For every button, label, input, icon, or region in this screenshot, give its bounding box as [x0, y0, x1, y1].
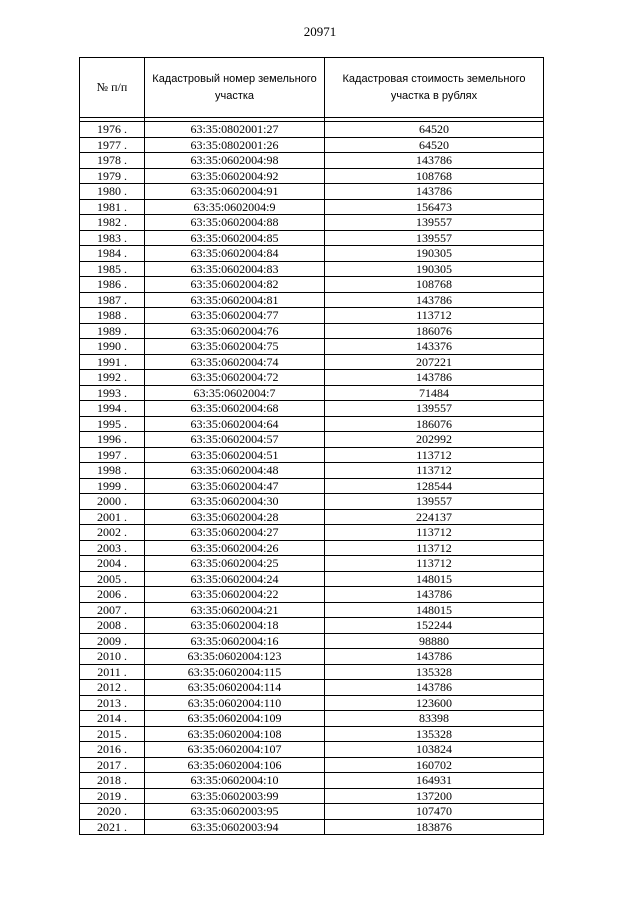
row-cadastral-value: 139557: [325, 215, 544, 231]
row-number: 2001 .: [80, 509, 145, 525]
header-number: № п/п: [80, 58, 145, 118]
table-row: [80, 773, 544, 789]
row-cadastral-number: 63:35:0602004:110: [145, 695, 325, 711]
row-cadastral-value: 202992: [325, 432, 544, 448]
row-cadastral-value: 135328: [325, 664, 544, 680]
table-row: [80, 587, 544, 603]
row-number: 2011 .: [80, 664, 145, 680]
row-number: 2016 .: [80, 742, 145, 758]
table-row: [80, 277, 544, 293]
table-row: [80, 804, 544, 820]
row-cadastral-number: 63:35:0602003:94: [145, 819, 325, 835]
row-number: 1976 .: [80, 122, 145, 138]
row-cadastral-number: 63:35:0602004:83: [145, 261, 325, 277]
row-cadastral-number: 63:35:0602004:92: [145, 168, 325, 184]
row-cadastral-number: 63:35:0602004:109: [145, 711, 325, 727]
table-row: [80, 416, 544, 432]
row-number: 2007 .: [80, 602, 145, 618]
row-cadastral-number: 63:35:0602004:48: [145, 463, 325, 479]
row-number: 1991 .: [80, 354, 145, 370]
table-row: [80, 168, 544, 184]
row-cadastral-number: 63:35:0602004:28: [145, 509, 325, 525]
table-row: [80, 323, 544, 339]
row-cadastral-number: 63:35:0602004:9: [145, 199, 325, 215]
row-cadastral-value: 186076: [325, 323, 544, 339]
row-cadastral-value: 64520: [325, 137, 544, 153]
row-cadastral-number: 63:35:0602004:77: [145, 308, 325, 324]
row-cadastral-value: 113712: [325, 447, 544, 463]
table-row: [80, 432, 544, 448]
row-cadastral-number: 63:35:0602004:123: [145, 649, 325, 665]
table-row: [80, 339, 544, 355]
table-row: [80, 680, 544, 696]
row-number: 2002 .: [80, 525, 145, 541]
row-cadastral-number: 63:35:0602004:16: [145, 633, 325, 649]
row-number: 1990 .: [80, 339, 145, 355]
row-cadastral-number: 63:35:0602003:99: [145, 788, 325, 804]
row-number: 2015 .: [80, 726, 145, 742]
table-row: [80, 664, 544, 680]
row-number: 1978 .: [80, 153, 145, 169]
row-cadastral-value: 190305: [325, 261, 544, 277]
row-cadastral-value: 64520: [325, 122, 544, 138]
table-row: [80, 292, 544, 308]
page-number: 20971: [303, 24, 337, 39]
row-cadastral-number: 63:35:0602004:106: [145, 757, 325, 773]
row-cadastral-value: 148015: [325, 571, 544, 587]
row-cadastral-number: 63:35:0602004:76: [145, 323, 325, 339]
row-cadastral-number: 63:35:0602004:26: [145, 540, 325, 556]
row-cadastral-value: 139557: [325, 230, 544, 246]
table-row: [80, 540, 544, 556]
row-number: 1988 .: [80, 308, 145, 324]
row-cadastral-value: 107470: [325, 804, 544, 820]
table-row: [80, 509, 544, 525]
row-number: 1982 .: [80, 215, 145, 231]
table-row: [80, 649, 544, 665]
row-cadastral-number: 63:35:0602004:7: [145, 385, 325, 401]
row-number: 2009 .: [80, 633, 145, 649]
row-cadastral-number: 63:35:0602004:74: [145, 354, 325, 370]
row-number: 2010 .: [80, 649, 145, 665]
row-cadastral-value: 108768: [325, 277, 544, 293]
row-cadastral-value: 128544: [325, 478, 544, 494]
row-number: 2018 .: [80, 773, 145, 789]
row-number: 1983 .: [80, 230, 145, 246]
table-row: [80, 819, 544, 835]
row-cadastral-value: 160702: [325, 757, 544, 773]
table-row: [80, 230, 544, 246]
row-cadastral-value: 83398: [325, 711, 544, 727]
row-cadastral-value: 108768: [325, 168, 544, 184]
row-cadastral-value: 139557: [325, 401, 544, 417]
row-number: 2019 .: [80, 788, 145, 804]
table-row: [80, 385, 544, 401]
table-row: [80, 184, 544, 200]
row-number: 1995 .: [80, 416, 145, 432]
table-row: [80, 788, 544, 804]
row-number: 2020 .: [80, 804, 145, 820]
row-cadastral-number: 63:35:0602004:91: [145, 184, 325, 200]
table-row: [80, 695, 544, 711]
table-row: [80, 618, 544, 634]
row-cadastral-value: 143786: [325, 370, 544, 386]
row-cadastral-number: 63:35:0602004:75: [145, 339, 325, 355]
row-cadastral-value: 113712: [325, 463, 544, 479]
header-cadastral-number: Кадастровый номер земельного участка: [145, 58, 325, 118]
table-row: [80, 122, 544, 138]
cadastral-table: [79, 57, 544, 835]
row-cadastral-number: 63:35:0602004:64: [145, 416, 325, 432]
row-cadastral-value: 143786: [325, 292, 544, 308]
row-number: 1987 .: [80, 292, 145, 308]
row-cadastral-number: 63:35:0602004:51: [145, 447, 325, 463]
row-number: 2006 .: [80, 587, 145, 603]
row-cadastral-number: 63:35:0802001:27: [145, 122, 325, 138]
row-number: 1994 .: [80, 401, 145, 417]
table-row: [80, 261, 544, 277]
row-number: 2000 .: [80, 494, 145, 510]
table-row: [80, 199, 544, 215]
row-number: 1989 .: [80, 323, 145, 339]
row-number: 1999 .: [80, 478, 145, 494]
row-cadastral-number: 63:35:0602004:72: [145, 370, 325, 386]
row-number: 1986 .: [80, 277, 145, 293]
row-number: 1998 .: [80, 463, 145, 479]
row-cadastral-number: 63:35:0602004:21: [145, 602, 325, 618]
row-cadastral-number: 63:35:0602004:114: [145, 680, 325, 696]
row-cadastral-number: 63:35:0602004:68: [145, 401, 325, 417]
row-cadastral-number: 63:35:0602004:25: [145, 556, 325, 572]
row-number: 2003 .: [80, 540, 145, 556]
row-cadastral-value: 148015: [325, 602, 544, 618]
row-cadastral-value: 224137: [325, 509, 544, 525]
row-cadastral-value: 152244: [325, 618, 544, 634]
row-number: 2012 .: [80, 680, 145, 696]
row-number: 1992 .: [80, 370, 145, 386]
row-cadastral-number: 63:35:0602004:84: [145, 246, 325, 262]
row-cadastral-number: 63:35:0602004:10: [145, 773, 325, 789]
table-row: [80, 494, 544, 510]
row-cadastral-value: 190305: [325, 246, 544, 262]
row-number: 2021 .: [80, 819, 145, 835]
row-number: 1985 .: [80, 261, 145, 277]
table-row: [80, 711, 544, 727]
row-cadastral-number: 63:35:0602004:82: [145, 277, 325, 293]
table-row: [80, 571, 544, 587]
row-cadastral-number: 63:35:0602004:24: [145, 571, 325, 587]
row-cadastral-number: 63:35:0602004:27: [145, 525, 325, 541]
table-header: [80, 58, 544, 118]
table-row: [80, 447, 544, 463]
row-cadastral-value: 143786: [325, 680, 544, 696]
table-row: [80, 602, 544, 618]
table-row: [80, 153, 544, 169]
row-cadastral-number: 63:35:0802001:26: [145, 137, 325, 153]
row-number: 1980 .: [80, 184, 145, 200]
row-cadastral-value: 143376: [325, 339, 544, 355]
table-row: [80, 556, 544, 572]
row-cadastral-value: 113712: [325, 308, 544, 324]
row-cadastral-number: 63:35:0602004:81: [145, 292, 325, 308]
row-number: 2017 .: [80, 757, 145, 773]
table-row: [80, 308, 544, 324]
table-row: [80, 742, 544, 758]
header-cadastral-value: Кадастровая стоимость земельного участка в рублях: [325, 58, 544, 118]
row-cadastral-value: 186076: [325, 416, 544, 432]
row-cadastral-value: 143786: [325, 153, 544, 169]
table-row: [80, 354, 544, 370]
table-row: [80, 215, 544, 231]
row-cadastral-number: 63:35:0602004:85: [145, 230, 325, 246]
table-row: [80, 463, 544, 479]
row-cadastral-value: 143786: [325, 587, 544, 603]
row-cadastral-number: 63:35:0602004:30: [145, 494, 325, 510]
row-cadastral-value: 71484: [325, 385, 544, 401]
table-row: [80, 370, 544, 386]
row-cadastral-value: 123600: [325, 695, 544, 711]
row-cadastral-value: 139557: [325, 494, 544, 510]
row-number: 2014 .: [80, 711, 145, 727]
row-number: 2013 .: [80, 695, 145, 711]
row-cadastral-value: 137200: [325, 788, 544, 804]
row-cadastral-number: 63:35:0602004:115: [145, 664, 325, 680]
row-number: 1984 .: [80, 246, 145, 262]
table-row: [80, 633, 544, 649]
row-cadastral-number: 63:35:0602004:22: [145, 587, 325, 603]
table-body: [80, 118, 544, 835]
row-cadastral-value: 143786: [325, 649, 544, 665]
row-number: 1993 .: [80, 385, 145, 401]
row-cadastral-number: 63:35:0602004:107: [145, 742, 325, 758]
table-row: [80, 726, 544, 742]
row-cadastral-number: 63:35:0602004:47: [145, 478, 325, 494]
row-cadastral-value: 183876: [325, 819, 544, 835]
row-number: 1979 .: [80, 168, 145, 184]
row-cadastral-number: 63:35:0602004:98: [145, 153, 325, 169]
row-cadastral-value: 135328: [325, 726, 544, 742]
row-cadastral-value: 164931: [325, 773, 544, 789]
row-cadastral-value: 113712: [325, 540, 544, 556]
row-cadastral-value: 103824: [325, 742, 544, 758]
table-row: [80, 525, 544, 541]
row-cadastral-number: 63:35:0602003:95: [145, 804, 325, 820]
row-cadastral-value: 113712: [325, 556, 544, 572]
row-number: 2005 .: [80, 571, 145, 587]
row-number: 1977 .: [80, 137, 145, 153]
row-cadastral-value: 156473: [325, 199, 544, 215]
row-cadastral-value: 113712: [325, 525, 544, 541]
row-cadastral-number: 63:35:0602004:57: [145, 432, 325, 448]
row-number: 1997 .: [80, 447, 145, 463]
table-row: [80, 757, 544, 773]
row-cadastral-number: 63:35:0602004:18: [145, 618, 325, 634]
row-number: 2004 .: [80, 556, 145, 572]
row-number: 1981 .: [80, 199, 145, 215]
row-number: 1996 .: [80, 432, 145, 448]
row-cadastral-value: 207221: [325, 354, 544, 370]
row-number: 2008 .: [80, 618, 145, 634]
row-cadastral-number: 63:35:0602004:108: [145, 726, 325, 742]
table-row: [80, 246, 544, 262]
row-cadastral-number: 63:35:0602004:88: [145, 215, 325, 231]
table-row: [80, 478, 544, 494]
table-row: [80, 401, 544, 417]
table-row: [80, 137, 544, 153]
row-cadastral-value: 98880: [325, 633, 544, 649]
row-cadastral-value: 143786: [325, 184, 544, 200]
